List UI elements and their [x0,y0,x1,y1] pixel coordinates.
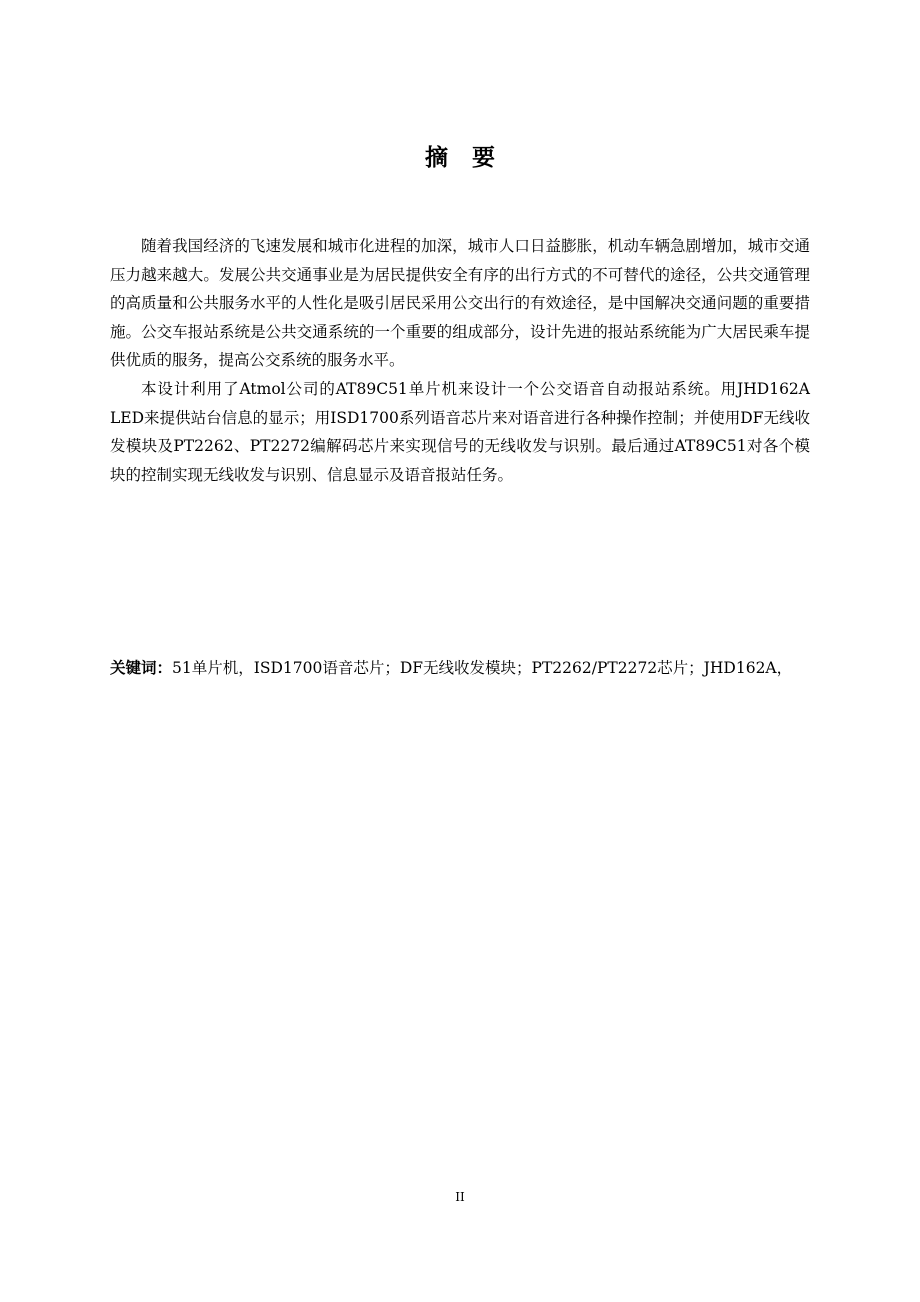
keywords-text: 51单片机，ISD1700语音芯片；DF无线收发模块；PT2262/PT2272芯片；JHD162A， [172,659,793,677]
page-number: II [455,1190,465,1204]
abstract-body [110,232,810,489]
page-title: 摘要 [425,145,519,171]
keywords-label: 关键词： [110,659,173,677]
abstract-paragraph-2: 本设计利用了Atmol公司的AT89C51单片机来设计一个公交语音自动报站系统。用JHD162A LED来提供站台信息的显示；用ISD1700系列语音芯片来对语音进行各种操作控制；并使用DF无线收发模块及PT2262、PT2272编解码芯片来实现信号的无线收发与识别。最后通过AT89C51对各个模块的控制实现无线收发与识别、信息显示及语音报站任务。 [110,379,810,484]
keywords [110,654,810,682]
abstract-paragraph-1: 随着我国经济的飞速发展和城市化进程的加深，城市人口日益膨胀，机动车辆急剧增加，城市交通压力越来越大。发展公共交通事业是为居民提供安全有序的出行方式的不可替代的途径，公共交通管理的高质量和公共服务水平的人性化是吸引居民采用公交出行的有效途径，是中国解决交通问题的重要措施。公交车报站系统是公共交通系统的一个重要的组成部分，设计先进的报站系统能为广大居民乘车提供优质的服务，提高公交系统的服务水平。 [110,237,810,370]
